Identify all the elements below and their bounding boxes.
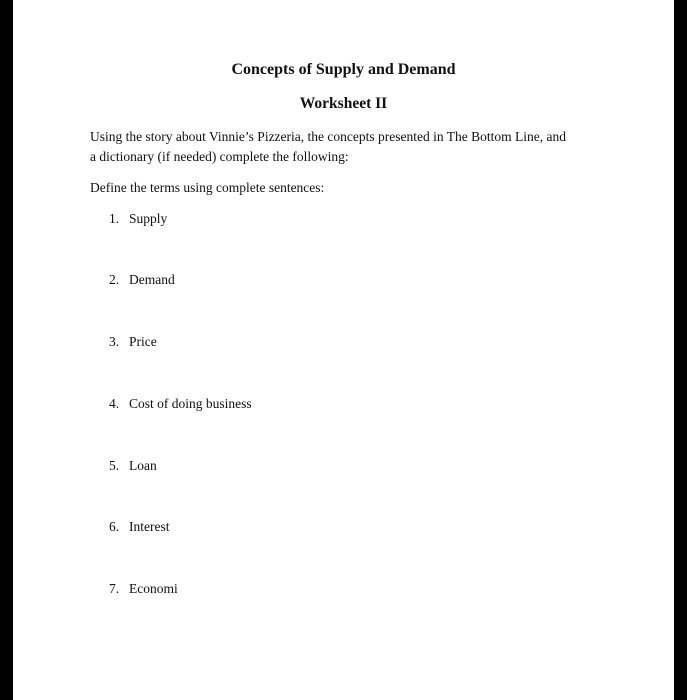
list-item <box>109 209 167 229</box>
list-item <box>109 270 175 290</box>
list-item-number: 7. <box>109 581 120 596</box>
document-page <box>13 0 674 700</box>
list-item <box>109 394 252 414</box>
document-subtitle: Worksheet II <box>299 95 388 112</box>
instruction-text: Define the terms using complete sentences: <box>90 180 325 195</box>
list-item-term: Supply <box>129 211 168 226</box>
list-item-term: Loan <box>129 458 157 473</box>
list-item-number: 1. <box>109 211 120 226</box>
intro-line-1: Using the story about Vinnie’s Pizzeria, the concepts presented in The Bottom Line, and <box>90 129 566 144</box>
list-item <box>109 517 169 537</box>
list-item <box>109 332 157 352</box>
intro-line-2: a dictionary (if needed) complete the following: <box>90 149 349 164</box>
document-title: Concepts of Supply and Demand <box>231 61 456 78</box>
list-item <box>109 579 178 599</box>
list-item-number: 6. <box>109 519 120 534</box>
intro-paragraph <box>90 127 610 167</box>
list-item-term: Cost of doing business <box>129 396 252 411</box>
list-item-number: 5. <box>109 458 120 473</box>
list-item <box>109 456 157 476</box>
list-item-term: Interest <box>129 519 170 534</box>
list-item-number: 3. <box>109 334 120 349</box>
list-item-term: Price <box>129 334 157 349</box>
list-item-number: 4. <box>109 396 120 411</box>
list-item-term: Demand <box>129 272 175 287</box>
list-item-term: Economi <box>129 581 178 596</box>
list-item-number: 2. <box>109 272 120 287</box>
